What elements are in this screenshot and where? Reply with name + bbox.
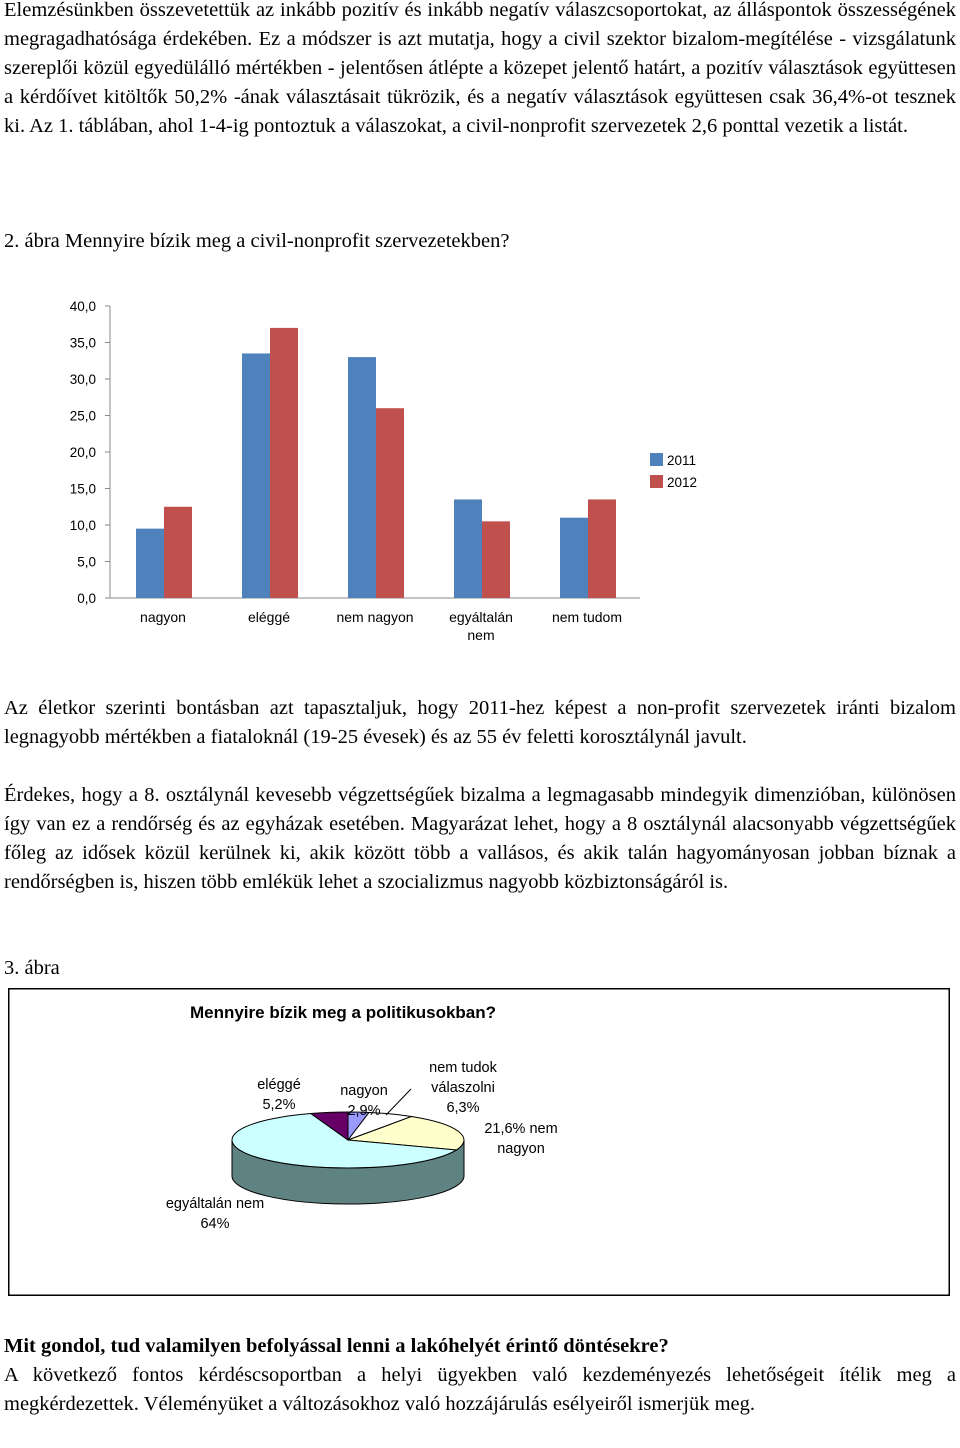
y-tick-label: 40,0 — [69, 299, 96, 314]
y-tick-label: 35,0 — [69, 335, 96, 351]
y-tick-label: 25,0 — [69, 408, 96, 424]
pie-slices — [232, 1112, 464, 1204]
y-tick-label: 0,0 — [77, 591, 96, 606]
local-decisions-paragraph: A következő fontos kérdéscsoportban a helyi ügyekben való kezdeményezés lehetőségeit ítélik meg a megkérdezettek. Véleményüket a változásokhoz való hozzájárulás esélyeiről ismerjük meg. — [4, 1364, 956, 1415]
bars — [136, 328, 616, 598]
y-tick-label: 10,0 — [69, 518, 96, 533]
x-axis-labels — [140, 609, 622, 643]
figure-2-caption: 2. ábra Mennyire bízik meg a civil-nonprofit szervezetekben? — [4, 230, 510, 252]
x-tick-label: nem tudom — [551, 609, 623, 625]
legend-label-2011: 2011 — [667, 453, 697, 468]
x-tick-label: nagyon — [140, 609, 186, 625]
y-tick-label: 20,0 — [69, 445, 96, 460]
pie-label-5: eléggé 5,2% — [257, 1077, 301, 1113]
bar-2012-3 — [376, 408, 404, 598]
pie-chart-frame — [8, 988, 950, 1296]
chart-border — [9, 989, 950, 1296]
legend — [650, 453, 697, 490]
intro-paragraph: Elemzésünkben összevetettük az inkább pozitív és inkább negatív válaszcsoportokat, az álláspontok összességének megragadhatósága érdekében. Ez a módszer is azt mutatja, hogy a civil szektor bizalom-megítélése - vizsgálatunk szereplői közül egyedülálló mértékben - jelentősen átlépte a közepet jelentő határt, a pozitív választások együttesen a kérdőívet kitöltők 50,2% -ának választásait tükrözik, és a negatív választások együttesen csak 36,4%-ot tesznek ki. Az 1. táblában, ahol 1-4-ig pontoztuk a válaszokat, a civil-nonprofit szervezetek 2,6 ponttal vezetik a listát. — [4, 0, 956, 137]
pie-label-3: 21,6% nem nagyon — [484, 1121, 558, 1157]
y-tick-label: 15,0 — [69, 481, 96, 497]
age-paragraph: Az életkor szerinti bontásban azt tapasztaljuk, hogy 2011-hez képest a non-profit szervezetek iránti bizalom legnagyobb mértékben a fiataloknál (19-25 évesek) és az 55 év feletti korosztálynál javult. — [4, 697, 956, 748]
pie-chart-title: Mennyire bízik meg a politikusokban? — [189, 1003, 497, 1022]
bar-2011-4 — [454, 499, 482, 598]
pie-label-4: egyáltalán nem 64% — [165, 1196, 265, 1232]
figure-3-caption: 3. ábra — [4, 957, 60, 979]
section-heading: Mit gondol, tud valamilyen befolyással lenni a lakóhelyét érintő döntésekre? — [4, 1335, 669, 1357]
pie-chart — [8, 988, 950, 1296]
x-tick-label: eléggé — [247, 609, 291, 625]
bar-chart — [0, 280, 960, 700]
legend-swatch-2011 — [650, 453, 663, 466]
bar-2012-2 — [270, 328, 298, 598]
bar-2011-1 — [136, 529, 164, 598]
bar-2011-2 — [242, 353, 270, 598]
legend-swatch-2012 — [650, 475, 663, 488]
bar-2012-1 — [164, 507, 192, 598]
bar-2011-5 — [560, 518, 588, 598]
legend-label-2012: 2012 — [667, 475, 698, 490]
x-tick-label: egyáltalán nem — [449, 609, 513, 643]
bar-2012-4 — [482, 521, 510, 598]
pie-label-1: nagyon 2,9% — [340, 1083, 388, 1119]
education-paragraph: Érdekes, hogy a 8. osztálynál kevesebb végzettségűek bizalma a legmagasabb mindegyik dimenzióban, különösen így van ez a rendőrség és az egyházak esetében. Magyarázat lehet, hogy a 8 osztálynál alacsonyabb végzettségűek főleg az idősek közül kerülnek ki, akik között több a vallásos, és akik talán hagyományosan jobban bíznak a rendőrségben is, hiszen több emlékük lehet a szocializmus nagyobb közbiztonságáról is. — [4, 784, 956, 893]
y-tick-label: 5,0 — [77, 554, 96, 570]
pie-label-2: nem tudok válaszolni 6,3% — [429, 1060, 497, 1116]
y-tick-label: 30,0 — [69, 372, 96, 387]
bar-2012-5 — [588, 499, 616, 598]
bar-2011-3 — [348, 357, 376, 598]
x-tick-label: nem nagyon — [336, 609, 414, 625]
